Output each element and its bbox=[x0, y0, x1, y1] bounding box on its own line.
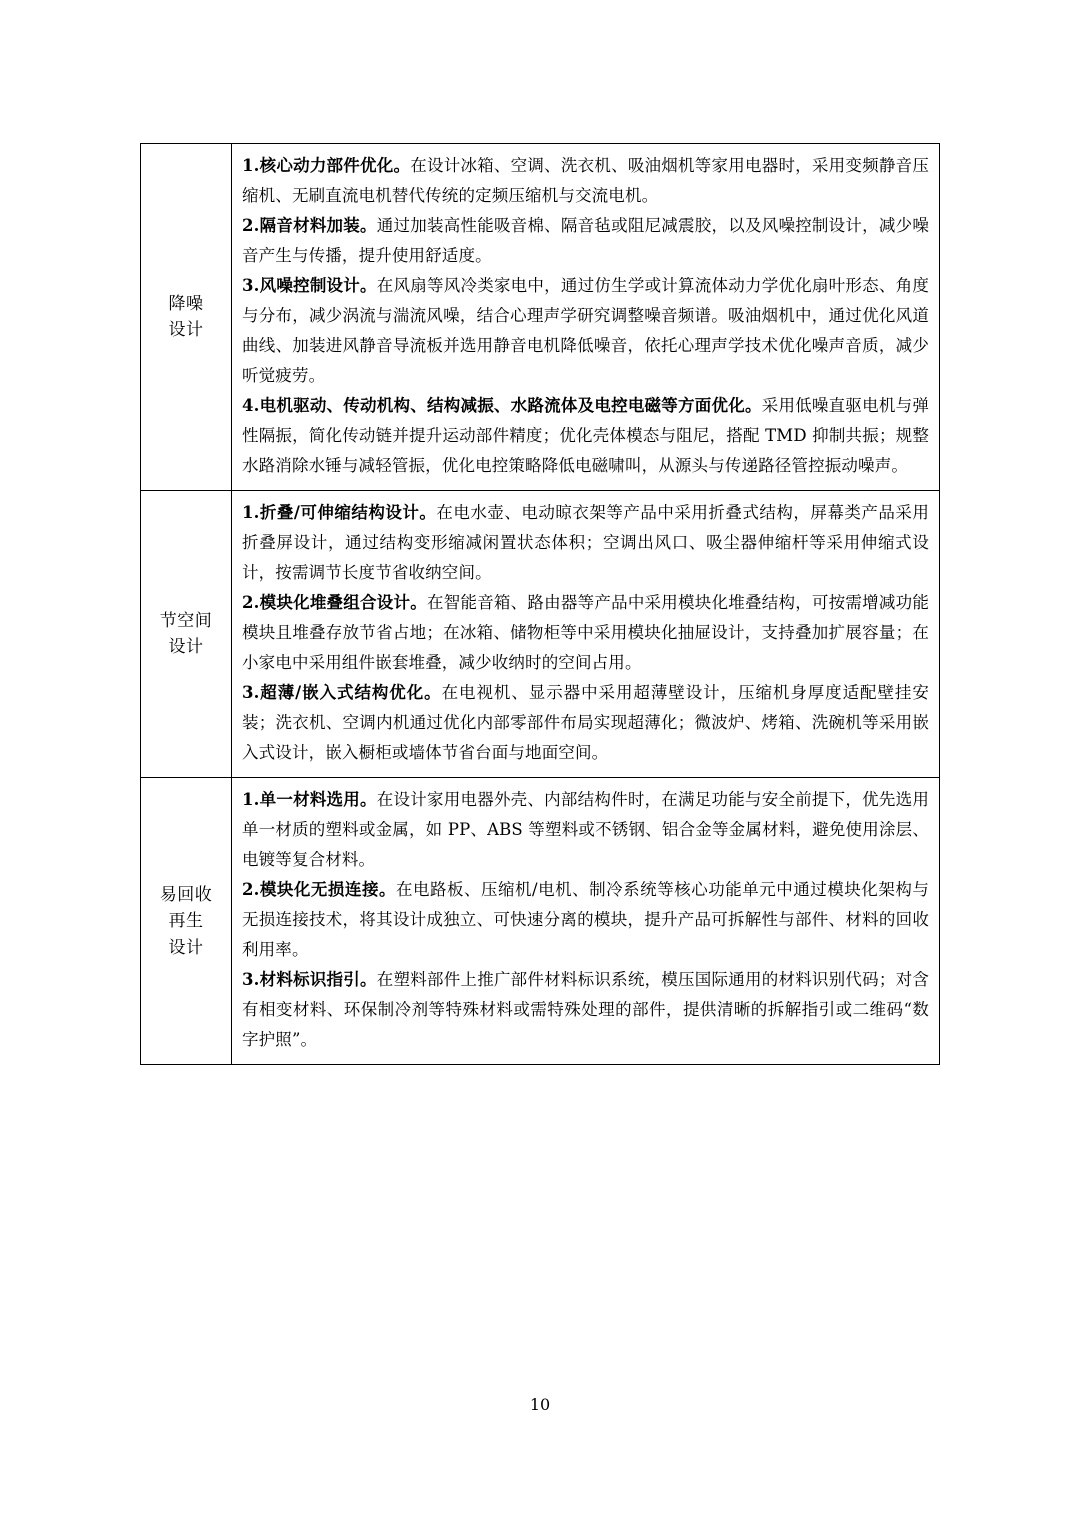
table-row bbox=[141, 778, 940, 1065]
paragraph-lead: 2.隔音材料加装。 bbox=[242, 216, 377, 236]
paragraph-text: 在电视机、显示器中采用超薄壁设计，压缩机身厚度适配壁挂安装；洗衣机、空调内机通过优化内部零部件布局实现超薄化；微波炉、烤箱、洗碗机等采用嵌入式设计，嵌入橱柜或墙体节省台面与地面空间。 bbox=[242, 683, 930, 763]
paragraph-text: 在风扇等风冷类家电中，通过仿生学或计算流体动力学优化扇叶形态、角度与分布，减少涡流与湍流风噪，结合心理声学研究调整噪音频谱。吸油烟机中，通过优化风道曲线、加装进风静音导流板并选用静音电机降低噪音，依托心理声学技术优化噪声音质，减少听觉疲劳。 bbox=[242, 276, 930, 386]
row-label-line: 设计 bbox=[168, 320, 204, 341]
paragraph-lead: 3.材料标识指引。 bbox=[242, 970, 377, 990]
paragraph-text: 在设计家用电器外壳、内部结构件时，在满足功能与安全前提下，优先选用单一材质的塑料或金属，如 PP、ABS 等塑料或不锈钢、铝合金等金属材料，避免使用涂层、电镀等复合材料。 bbox=[242, 790, 930, 870]
table-row bbox=[141, 491, 940, 778]
paragraph-lead: 4.电机驱动、传动机构、结构减振、水路流体及电控电磁等方面优化。 bbox=[242, 396, 762, 416]
paragraph bbox=[242, 391, 929, 481]
row-content-cell-recyclable bbox=[232, 778, 940, 1065]
paragraph bbox=[242, 678, 929, 768]
row-content-cell-space-saving bbox=[232, 491, 940, 778]
row-label-cell-noise-reduction bbox=[141, 144, 232, 491]
table-body bbox=[141, 144, 940, 1065]
paragraph bbox=[242, 875, 929, 965]
row-label-cell-recyclable bbox=[141, 778, 232, 1065]
paragraph bbox=[242, 498, 929, 588]
paragraph-text: 在智能音箱、路由器等产品中采用模块化堆叠结构，可按需增减功能模块且堆叠存放节省占地；在冰箱、储物柜等中采用模块化抽屉设计，支持叠加扩展容量；在小家电中采用组件嵌套堆叠，减少收纳时的空间占用。 bbox=[242, 593, 929, 673]
table-row bbox=[141, 144, 940, 491]
paragraph-text: 在塑料部件上推广部件材料标识系统，模压国际通用的材料识别代码；对含有相变材料、环保制冷剂等特殊材料或需特殊处理的部件，提供清晰的拆解指引或二维码“数字护照”。 bbox=[242, 970, 930, 1050]
paragraph-lead: 1.核心动力部件优化。 bbox=[242, 156, 411, 175]
row-label-line: 设计 bbox=[168, 637, 204, 658]
row-label-line: 设计 bbox=[168, 937, 204, 958]
row-label-line: 节空间 bbox=[159, 610, 213, 631]
paragraph-lead: 3.超薄/嵌入式结构优化。 bbox=[242, 683, 442, 703]
design-guidelines-table bbox=[140, 143, 940, 1065]
row-label-line: 易回收 bbox=[159, 884, 213, 905]
paragraph-lead: 1.折叠/可伸缩结构设计。 bbox=[242, 503, 437, 523]
paragraph-lead: 3.风噪控制设计。 bbox=[242, 276, 377, 296]
paragraph-lead: 2.模块化无损连接。 bbox=[242, 880, 396, 900]
paragraph bbox=[242, 588, 929, 678]
paragraph-lead: 2.模块化堆叠组合设计。 bbox=[242, 593, 427, 613]
paragraph bbox=[242, 965, 929, 1055]
paragraph-text: 在设计冰箱、空调、洗衣机、吸油烟机等家用电器时，采用变频静音压缩机、无刷直流电机替代传统的定频压缩机与交流电机。 bbox=[242, 156, 929, 206]
row-label-line: 再生 bbox=[168, 911, 204, 932]
paragraph-text: 在电水壶、电动晾衣架等产品中采用折叠式结构，屏幕类产品采用折叠屏设计，通过结构变形缩减闲置状态体积；空调出风口、吸尘器伸缩杆等采用伸缩式设计，按需调节长度节省收纳空间。 bbox=[242, 503, 929, 583]
paragraph-text: 在电路板、压缩机/电机、制冷系统等核心功能单元中通过模块化架构与无损连接技术，将其设计成独立、可快速分离的模块，提升产品可拆解性与部件、材料的回收利用率。 bbox=[242, 880, 929, 960]
page-number: 10 bbox=[529, 1395, 551, 1414]
row-label-line: 降噪 bbox=[168, 293, 204, 314]
paragraph-text: 通过加装高性能吸音棉、隔音毡或阻尼减震胶，以及风噪控制设计，减少噪音产生与传播，提升使用舒适度。 bbox=[242, 216, 930, 266]
paragraph-text: 采用低噪直驱电机与弹性隔振，简化传动链并提升运动部件精度；优化壳体模态与阻尼，搭配 TMD 抑制共振；规整水路消除水锤与减轻管振，优化电控策略降低电磁啸叫，从源头与传递路径管控振动噪声。 bbox=[242, 396, 929, 476]
row-content-cell-noise-reduction bbox=[232, 144, 940, 491]
paragraph bbox=[242, 785, 929, 875]
paragraph bbox=[242, 151, 929, 211]
row-label-cell-space-saving bbox=[141, 491, 232, 778]
paragraph bbox=[242, 211, 929, 271]
paragraph-lead: 1.单一材料选用。 bbox=[242, 790, 377, 810]
paragraph bbox=[242, 271, 929, 391]
